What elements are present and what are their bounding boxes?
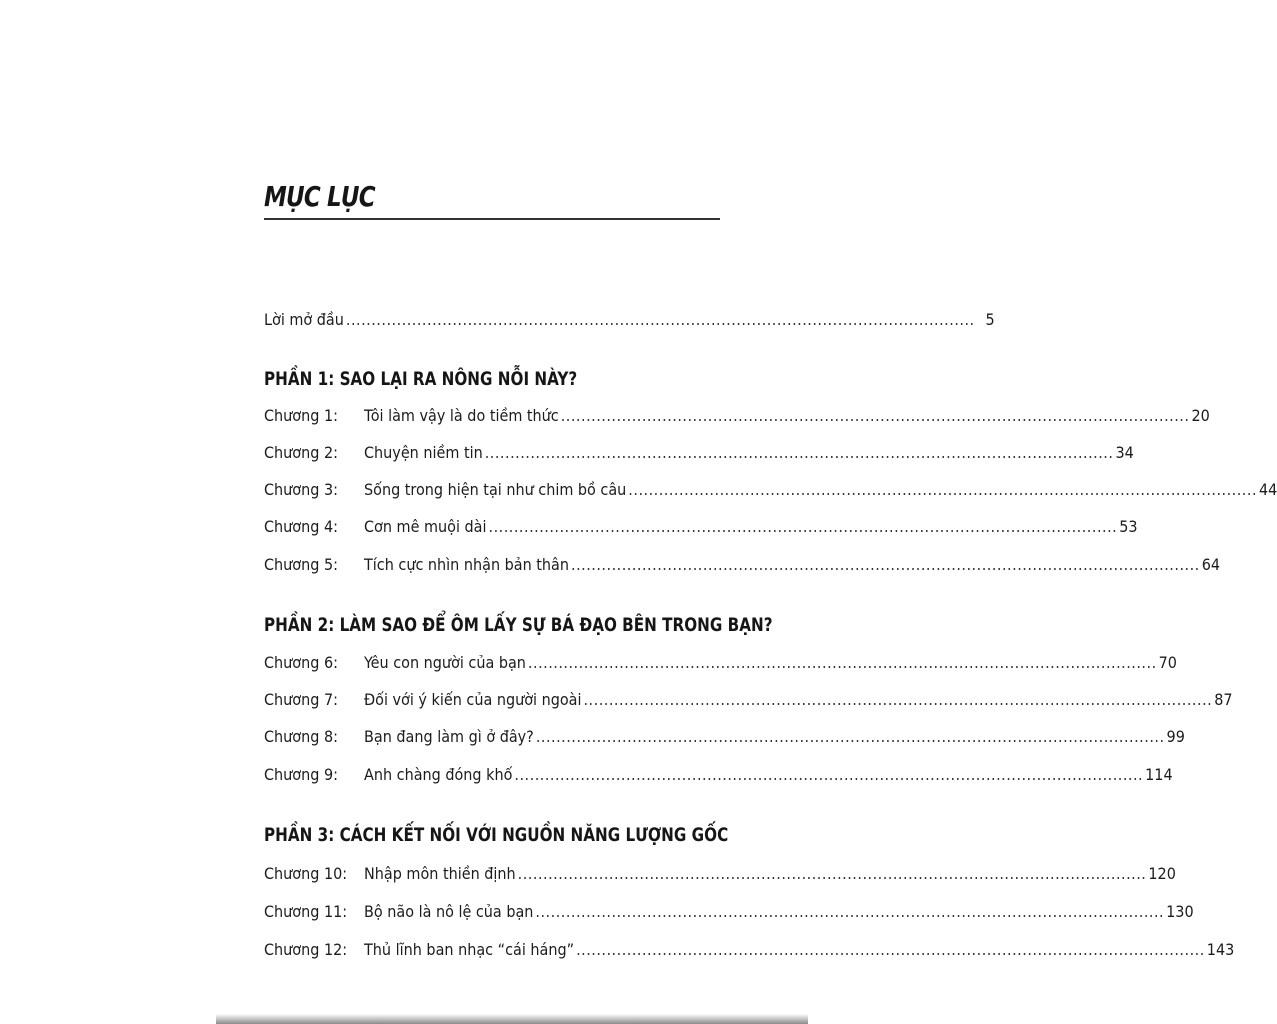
leader-dots: ............................................................................................................................ [628, 480, 1258, 499]
leader-dots: ............................................................................................................................ [527, 653, 1157, 672]
page-edge-bottom [216, 1014, 808, 1024]
toc-entry-chapter-1[interactable] [264, 406, 1210, 430]
leader-dots: ............................................................................................................................ [514, 765, 1144, 784]
page-number: 44 [1259, 480, 1277, 499]
chapter-label: Chương 3: [264, 480, 338, 499]
chapter-label: Chương 6: [264, 653, 338, 672]
page-number: 114 [1145, 765, 1173, 784]
entry-title: Bạn đang làm gì ở đây? [364, 727, 534, 746]
page-number: 5 [985, 310, 995, 329]
toc-entry-chapter-2[interactable] [264, 443, 1134, 467]
page-number: 120 [1148, 864, 1176, 883]
chapter-label: Chương 1: [264, 406, 338, 425]
entry-title: Cơn mê muội dài [364, 517, 487, 536]
entry-title: Tôi làm vậy là do tiềm thức [364, 406, 559, 425]
page-number: 87 [1214, 690, 1233, 709]
leader-dots: ............................................................................................................................ [488, 517, 1118, 536]
entry-title: Yêu con người của bạn [364, 653, 526, 672]
chapter-label: Chương 9: [264, 765, 338, 784]
entry-title: Lời mở đầu [264, 310, 344, 329]
toc-entry-chapter-5[interactable] [264, 555, 1221, 579]
chapter-label: Chương 4: [264, 517, 338, 536]
leader-dots: ............................................................................................................................ [576, 940, 1205, 959]
page-number: 130 [1166, 902, 1194, 921]
entry-title: Thủ lĩnh ban nhạc “cái háng” [364, 940, 575, 959]
chapter-label: Chương 10: [264, 864, 348, 883]
page-number: 20 [1191, 406, 1210, 425]
entry-title: Tích cực nhìn nhận bản thân [364, 555, 569, 574]
page-number: 34 [1115, 443, 1134, 462]
toc-title: MỤC LỤC [264, 180, 375, 213]
entry-title: Nhập môn thiền định [364, 864, 516, 883]
chapter-label: Chương 2: [264, 443, 338, 462]
toc-entry-chapter-3[interactable] [264, 480, 1277, 504]
part-heading-2: PHẦN 2: LÀM SAO ĐỂ ÔM LẤY SỰ BÁ ĐẠO BÊN TRONG BẠN? [264, 614, 773, 636]
leader-dots: ............................................................................................................................ [571, 555, 1200, 574]
page-number: 53 [1119, 517, 1138, 536]
toc-entry-chapter-6[interactable] [264, 653, 1177, 677]
toc-entry-chapter-10[interactable] [264, 864, 1176, 888]
leader-dots: ............................................................................................................................ [484, 443, 1114, 462]
toc-entry-chapter-7[interactable] [264, 690, 1233, 714]
entry-title: Chuyện niềm tin [364, 443, 483, 462]
toc-entry-chapter-9[interactable] [264, 765, 1173, 789]
page-number: 99 [1166, 727, 1185, 746]
page-number: 143 [1206, 940, 1235, 959]
chapter-label: Chương 5: [264, 555, 338, 574]
entry-title: Sống trong hiện tại như chim bồ câu [364, 480, 627, 499]
toc-entry-chapter-12[interactable] [264, 940, 1235, 964]
part-heading-1: PHẦN 1: SAO LẠI RA NÔNG NỖI NÀY? [264, 368, 578, 390]
title-underline [264, 218, 720, 220]
page-number: 64 [1201, 555, 1221, 574]
leader-dots: ............................................................................................................................ [535, 727, 1165, 746]
toc-entry-chapter-4[interactable] [264, 517, 1138, 541]
leader-dots: ............................................................................................................................ [535, 902, 1165, 921]
toc-entry-chapter-8[interactable] [264, 727, 1185, 751]
entry-title: Đối với ý kiến của người ngoài [364, 690, 582, 709]
entry-title: Anh chàng đóng khố [364, 765, 513, 784]
toc-entry-intro[interactable] [264, 310, 995, 334]
leader-dots: ............................................................................................................................ [517, 864, 1147, 883]
page-number: 70 [1158, 653, 1177, 672]
chapter-label: Chương 12: [264, 940, 348, 959]
book-page [216, 0, 1277, 1024]
chapter-label: Chương 11: [264, 902, 348, 921]
leader-dots: ............................................................................................................................ [560, 406, 1190, 425]
entry-title: Bộ não là nô lệ của bạn [364, 902, 534, 921]
toc-entry-chapter-11[interactable] [264, 902, 1194, 926]
leader-dots: ............................................................................................................................ [345, 310, 975, 329]
leader-dots: ............................................................................................................................ [583, 690, 1213, 709]
part-heading-3: PHẦN 3: CÁCH KẾT NỐI VỚI NGUỒN NĂNG LƯỢNG GỐC [264, 824, 729, 846]
chapter-label: Chương 7: [264, 690, 338, 709]
chapter-label: Chương 8: [264, 727, 338, 746]
